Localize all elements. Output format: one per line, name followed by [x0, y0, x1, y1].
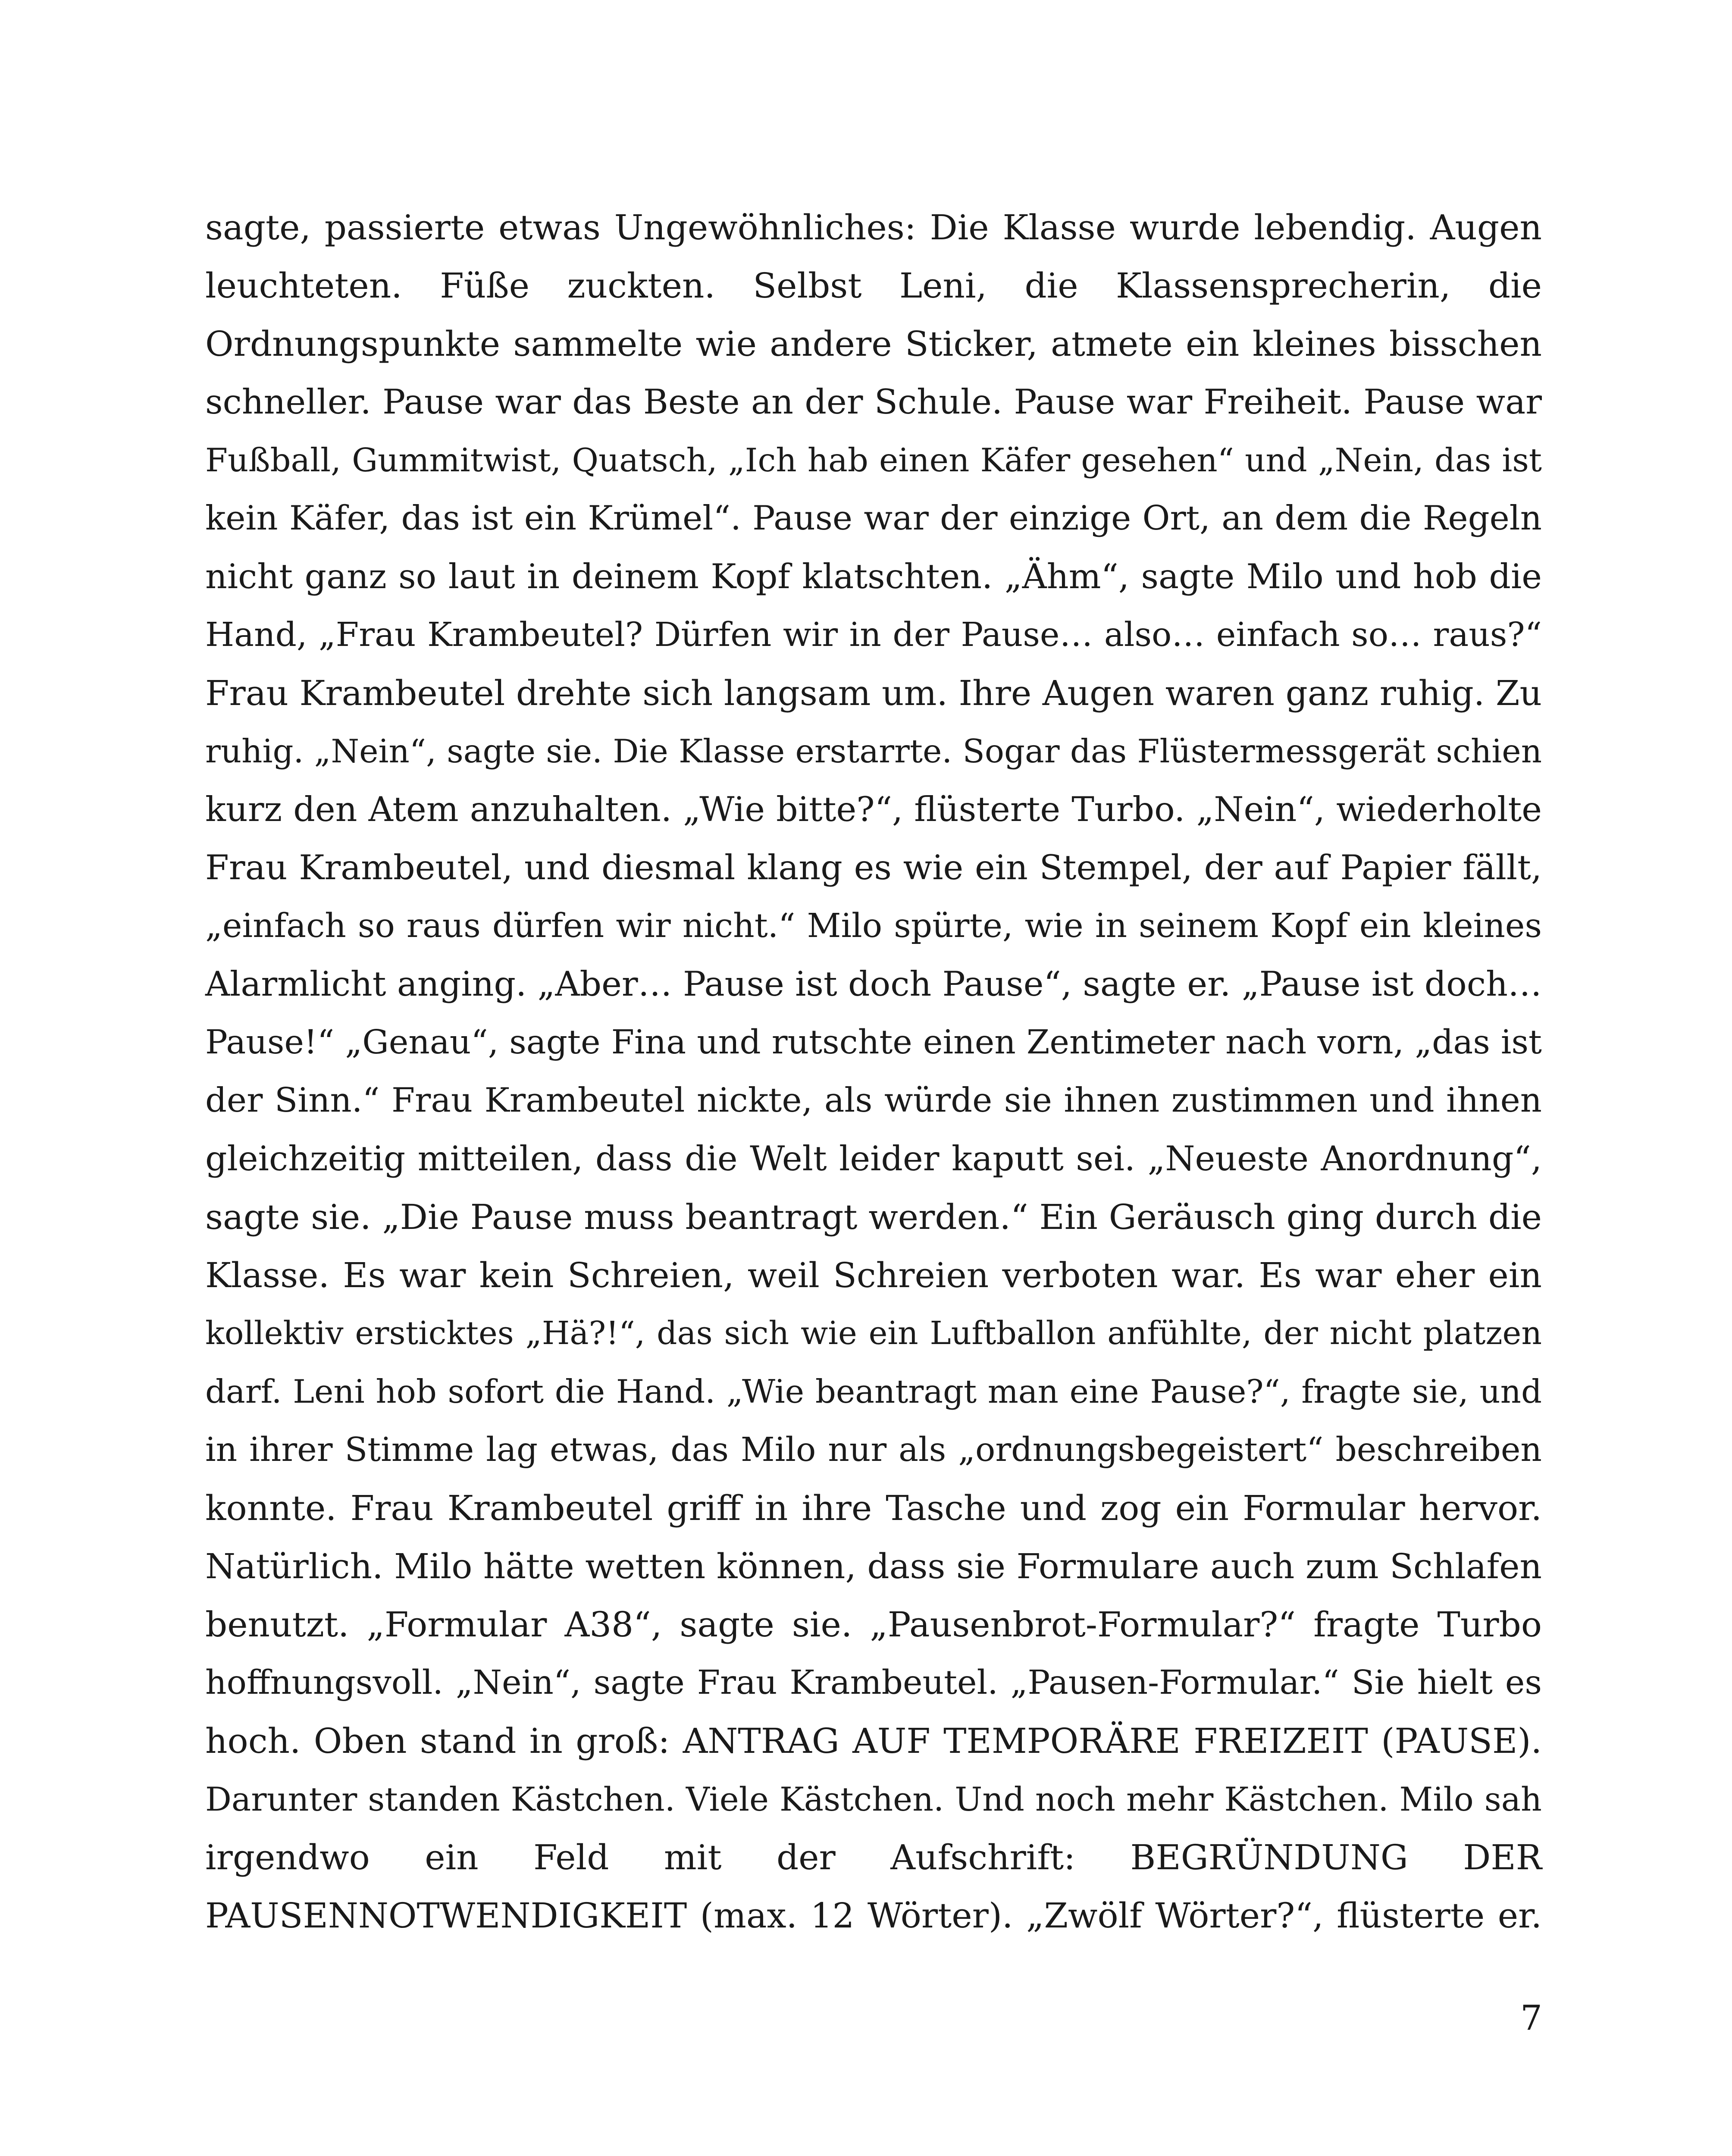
text-line: Pause!“ „Genau“, sagte Fina und rutschte einen Zentimeter nach vorn, „das ist	[205, 1023, 1542, 1062]
text-line: Natürlich. Milo hätte wetten können, dass sie Formulare auch zum Schlafen	[205, 1546, 1542, 1586]
text-line: der Sinn.“ Frau Krambeutel nickte, als würde sie ihnen zustimmen und ihnen	[205, 1081, 1542, 1120]
text-line: sagte sie. „Die Pause muss beantragt werden.“ Ein Geräusch ging durch die	[205, 1197, 1542, 1237]
text-line: PAUSENNOTWENDIGKEIT (max. 12 Wörter). „Zwölf Wörter?“, flüsterte er.	[205, 1896, 1542, 1936]
text-line: hoch. Oben stand in groß: ANTRAG AUF TEMPORÄRE FREIZEIT (PAUSE).	[205, 1721, 1542, 1761]
text-line: kurz den Atem anzuhalten. „Wie bitte?“, flüsterte Turbo. „Nein“, wiederholte	[205, 790, 1542, 829]
text-line: kollektiv ersticktes „Hä?!“, das sich wie ein Luftballon anfühlte, der nicht platzen	[205, 1315, 1542, 1352]
text-line: leuchteten. Füße zuckten. Selbst Leni, die Klassensprecherin, die	[205, 266, 1542, 306]
text-line: nicht ganz so laut in deinem Kopf klatschten. „Ähm“, sagte Milo und hob die	[205, 557, 1542, 596]
page-number: 7	[1520, 1998, 1542, 2038]
text-line: gleichzeitig mitteilen, dass die Welt leider kaputt sei. „Neueste Anordnung“,	[205, 1139, 1542, 1178]
text-line: Hand, „Frau Krambeutel? Dürfen wir in der Pause… also… einfach so… raus?“	[205, 616, 1542, 654]
text-line: sagte, passierte etwas Ungewöhnliches: Die Klasse wurde lebendig. Augen	[205, 207, 1542, 248]
text-line: Klasse. Es war kein Schreien, weil Schreien verboten war. Es war eher ein	[205, 1255, 1542, 1295]
text-line: kein Käfer, das ist ein Krümel“. Pause war der einzige Ort, an dem die Regeln	[205, 499, 1542, 538]
text-line: „einfach so raus dürfen wir nicht.“ Milo spürte, wie in seinem Kopf ein kleines	[205, 907, 1542, 945]
text-line: Alarmlicht anging. „Aber… Pause ist doch Pause“, sagte er. „Pause ist doch…	[205, 964, 1542, 1004]
text-line: ruhig. „Nein“, sagte sie. Die Klasse erstarrte. Sogar das Flüstermessgerät schien	[205, 732, 1542, 770]
text-line: benutzt. „Formular A38“, sagte sie. „Pausenbrot-Formular?“ fragte Turbo	[205, 1604, 1542, 1645]
text-line: Frau Krambeutel drehte sich langsam um. Ihre Augen waren ganz ruhig. Zu	[205, 673, 1542, 713]
text-line: in ihrer Stimme lag etwas, das Milo nur als „ordnungsbegeistert“ beschreiben	[205, 1431, 1542, 1469]
body-text	[205, 198, 1542, 1945]
text-line: Ordnungspunkte sammelte wie andere Sticker, atmete ein kleines bisschen	[205, 324, 1542, 364]
text-line: Frau Krambeutel, und diesmal klang es wie ein Stempel, der auf Papier fällt,	[205, 848, 1542, 887]
text-line: Darunter standen Kästchen. Viele Kästchen. Und noch mehr Kästchen. Milo sah	[205, 1780, 1542, 1818]
text-line: irgendwo ein Feld mit der Aufschrift: BEGRÜNDUNG DER	[205, 1837, 1542, 1877]
text-line: Fußball, Gummitwist, Quatsch, „Ich hab einen Käfer gesehen“ und „Nein, das ist	[205, 441, 1542, 479]
text-line: schneller. Pause war das Beste an der Schule. Pause war Freiheit. Pause war	[205, 382, 1542, 422]
text-line: hoffnungsvoll. „Nein“, sagte Frau Krambeutel. „Pausen-Formular.“ Sie hielt es	[205, 1664, 1542, 1702]
text-line: darf. Leni hob sofort die Hand. „Wie beantragt man eine Pause?“, fragte sie, und	[205, 1373, 1542, 1410]
text-line: konnte. Frau Krambeutel griff in ihre Tasche und zog ein Formular hervor.	[205, 1488, 1542, 1528]
